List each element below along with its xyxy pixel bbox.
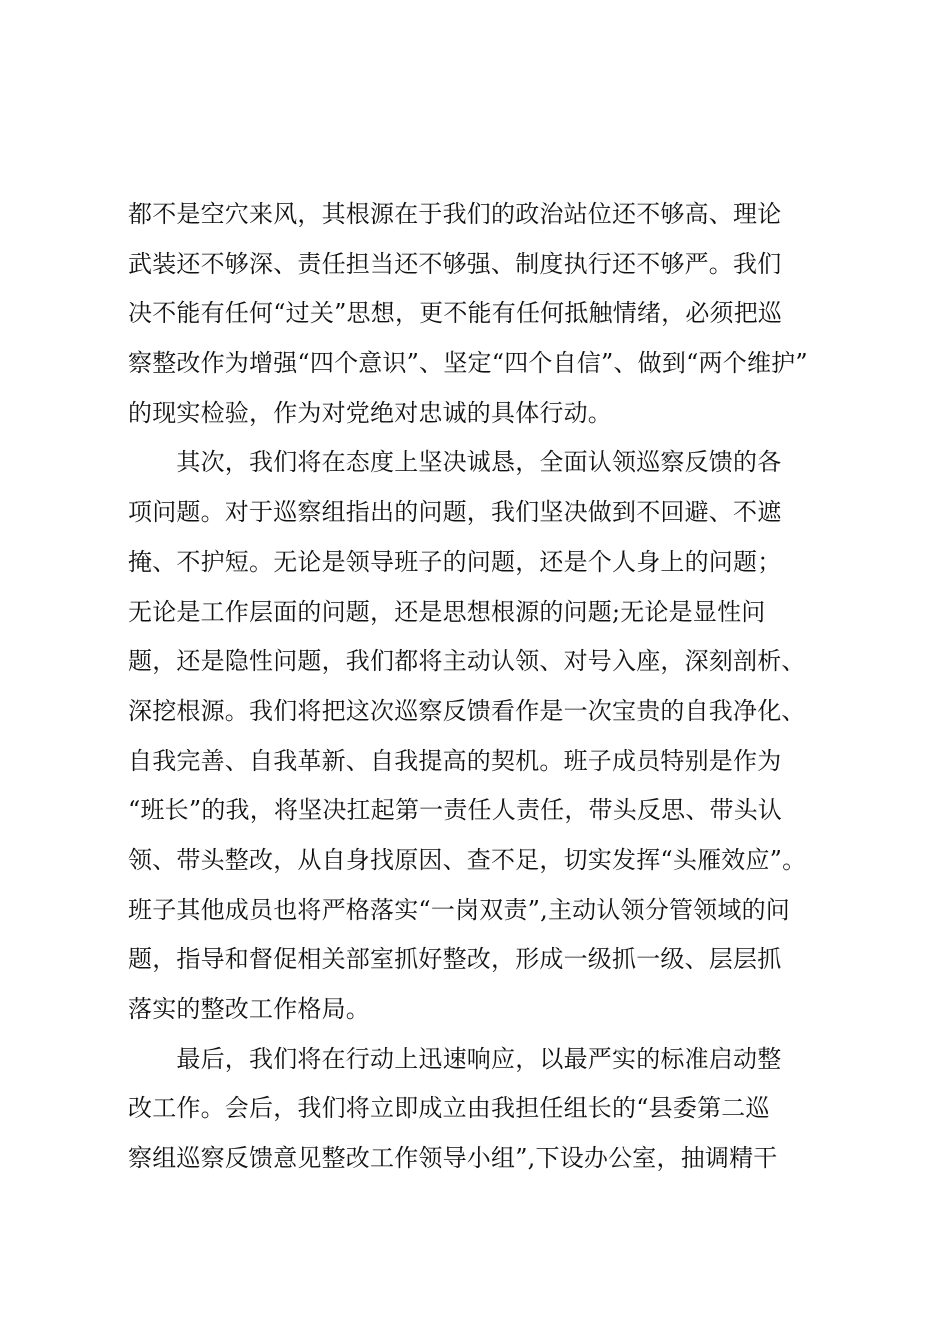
text-line: 改工作。会后，我们将立即成立由我担任组长的“县委第二巡: [128, 1094, 770, 1123]
text-line: 武装还不够深、责任担当还不够强、制度执行还不够严。我们: [128, 249, 782, 278]
text-line: 自我完善、自我革新、自我提高的契机。班子成员特别是作为: [128, 746, 782, 775]
text-line: 领、带头整改，从自身找原因、查不足，切实发挥“头雁效应”。: [128, 845, 807, 874]
text-line: 无论是工作层面的问题，还是思想根源的问题;无论是显性问: [128, 597, 766, 626]
text-line: 察整改作为增强“四个意识”、坚定“四个自信”、做到“两个维护”: [128, 349, 808, 378]
text-line: 察组巡察反馈意见整改工作领导小组”,下设办公室，抽调精干: [128, 1144, 778, 1173]
text-line: 最后，我们将在行动上迅速响应，以最严实的标准启动整: [128, 1044, 782, 1073]
text-line: 掩、不护短。无论是领导班子的问题，还是个人身上的问题；: [128, 547, 782, 576]
text-line: 落实的整改工作格局。: [128, 995, 370, 1023]
text-line: 题，还是隐性问题，我们都将主动认领、对号入座，深刻剖析、: [128, 647, 806, 676]
text-line: 深挖根源。我们将把这次巡察反馈看作是一次宝贵的自我净化、: [128, 696, 806, 725]
text-line: 决不能有任何“过关”思想，更不能有任何抵触情绪，必须把巡: [128, 299, 783, 328]
text-line: “班长”的我，将坚决扛起第一责任人责任，带头反思、带头认: [128, 796, 783, 825]
text-line: 都不是空穴来风，其根源在于我们的政治站位还不够高、理论: [128, 200, 782, 228]
text-line: 题，指导和督促相关部室抓好整改，形成一级抓一级、层层抓: [128, 945, 782, 974]
text-line: 其次，我们将在态度上坚决诚恳，全面认领巡察反馈的各: [128, 448, 782, 477]
text-line: 的现实检验，作为对党绝对忠诚的具体行动。: [128, 398, 612, 427]
body-text: [128, 190, 828, 1184]
text-line: 班子其他成员也将严格落实“一岗双责”,主动认领分管领域的问: [128, 895, 790, 924]
text-line: 项问题。对于巡察组指出的问题，我们坚决做到不回避、不遮: [128, 498, 782, 527]
